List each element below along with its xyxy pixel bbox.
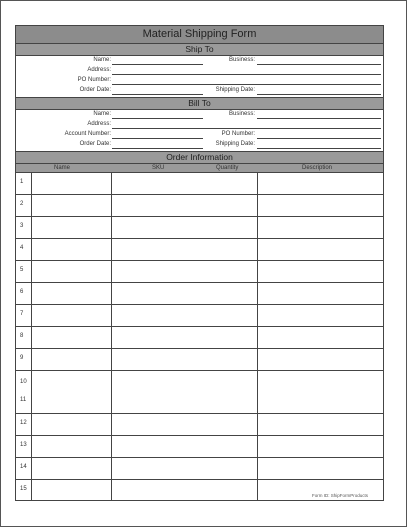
table-row bbox=[16, 239, 383, 261]
table-row bbox=[16, 349, 383, 371]
table-cell-divider bbox=[257, 349, 258, 370]
ship-to-row-name bbox=[16, 56, 383, 66]
form-title: Material Shipping Form bbox=[16, 26, 383, 44]
table-row bbox=[16, 371, 383, 414]
table-cell-divider bbox=[257, 195, 258, 216]
bill-to-row-name bbox=[16, 110, 383, 120]
shipping-form bbox=[15, 25, 384, 501]
ship-to-shipping-date-label: Shipping Date: bbox=[215, 87, 255, 93]
ship-to-section bbox=[16, 56, 383, 98]
ship-to-row-dates bbox=[16, 86, 383, 96]
ship-to-po-label: PO Number: bbox=[77, 77, 111, 83]
table-cell-divider bbox=[111, 414, 112, 435]
row-number: 14 bbox=[20, 464, 27, 470]
ship-to-row-address bbox=[16, 66, 383, 76]
row-number: 7 bbox=[20, 311, 24, 317]
order-table-body bbox=[16, 173, 383, 500]
ship-to-shipping-date-field[interactable] bbox=[257, 94, 381, 95]
table-row bbox=[16, 305, 383, 327]
table-row bbox=[16, 195, 383, 217]
ship-to-business-field[interactable] bbox=[257, 64, 381, 65]
ship-to-address-label: Address: bbox=[87, 67, 111, 73]
table-cell-divider bbox=[257, 283, 258, 304]
order-table-header bbox=[16, 164, 383, 173]
bill-to-order-date-field[interactable] bbox=[112, 148, 203, 149]
table-cell-divider bbox=[257, 305, 258, 326]
bill-to-business-field[interactable] bbox=[257, 118, 381, 119]
table-cell-divider bbox=[257, 239, 258, 260]
table-cell-divider bbox=[31, 283, 32, 304]
col-name-header: Name bbox=[54, 165, 71, 171]
bill-to-row-dates bbox=[16, 140, 383, 150]
table-cell-divider bbox=[31, 173, 32, 194]
table-cell-divider bbox=[111, 327, 112, 348]
bill-to-account-number-field[interactable] bbox=[112, 138, 203, 139]
row-number: 15 bbox=[20, 486, 27, 492]
table-cell-divider bbox=[31, 436, 32, 457]
table-cell-divider bbox=[31, 371, 32, 413]
row-number: 3 bbox=[20, 223, 24, 229]
table-cell-divider bbox=[111, 305, 112, 326]
table-cell-divider bbox=[111, 217, 112, 238]
table-cell-divider bbox=[257, 436, 258, 457]
ship-to-business-label: Business: bbox=[228, 57, 255, 63]
bill-to-shipping-date-label: Shipping Date: bbox=[215, 141, 255, 147]
col-description-header: Description bbox=[302, 165, 333, 171]
table-cell-divider bbox=[111, 436, 112, 457]
table-cell-divider bbox=[31, 349, 32, 370]
table-cell-divider bbox=[257, 327, 258, 348]
table-row bbox=[16, 414, 383, 436]
order-info-header: Order Information bbox=[16, 152, 383, 164]
table-cell-divider bbox=[111, 480, 112, 500]
table-cell-divider bbox=[111, 283, 112, 304]
table-cell-divider bbox=[31, 414, 32, 435]
bill-to-row-account bbox=[16, 130, 383, 140]
table-cell-divider bbox=[111, 195, 112, 216]
table-cell-divider bbox=[257, 217, 258, 238]
row-number: 12 bbox=[20, 420, 27, 426]
bill-to-name-label: Name: bbox=[93, 111, 111, 117]
row-number: 13 bbox=[20, 442, 27, 448]
table-cell-divider bbox=[257, 173, 258, 194]
ship-to-order-date-field[interactable] bbox=[112, 94, 203, 95]
table-cell-divider bbox=[31, 239, 32, 260]
table-cell-divider bbox=[31, 195, 32, 216]
row-number: 4 bbox=[20, 245, 24, 251]
table-row bbox=[16, 458, 383, 480]
table-cell-divider bbox=[31, 327, 32, 348]
ship-to-order-date-label: Order Date: bbox=[79, 87, 111, 93]
row-number: 8 bbox=[20, 333, 24, 339]
bill-to-po-field[interactable] bbox=[257, 138, 381, 139]
table-cell-divider bbox=[31, 217, 32, 238]
bill-to-business-label: Business: bbox=[228, 111, 255, 117]
table-cell-divider bbox=[257, 480, 258, 500]
table-row bbox=[16, 436, 383, 458]
ship-to-row-po bbox=[16, 76, 383, 86]
table-cell-divider bbox=[257, 261, 258, 282]
row-number: 9 bbox=[20, 355, 24, 361]
form-id-footer: Form ID: ShipFormProducts bbox=[311, 493, 368, 498]
ship-to-po-field[interactable] bbox=[112, 84, 381, 85]
table-cell-divider bbox=[257, 371, 258, 413]
row-number: 11 bbox=[20, 397, 27, 403]
table-cell-divider bbox=[111, 349, 112, 370]
table-cell-divider bbox=[31, 305, 32, 326]
table-row bbox=[16, 327, 383, 349]
col-sku-header: SKU bbox=[152, 165, 165, 171]
row-number: 2 bbox=[20, 201, 24, 207]
ship-to-name-field[interactable] bbox=[112, 64, 203, 65]
bill-to-address-field[interactable] bbox=[112, 128, 381, 129]
table-row bbox=[16, 173, 383, 195]
bill-to-row-address bbox=[16, 120, 383, 130]
bill-to-order-date-label: Order Date: bbox=[79, 141, 111, 147]
table-row bbox=[16, 283, 383, 305]
table-cell-divider bbox=[31, 480, 32, 500]
bill-to-shipping-date-field[interactable] bbox=[257, 148, 381, 149]
table-cell-divider bbox=[257, 414, 258, 435]
ship-to-header: Ship To bbox=[16, 44, 383, 56]
table-cell-divider bbox=[111, 371, 112, 413]
table-cell-divider bbox=[111, 458, 112, 479]
row-number: 10 bbox=[20, 379, 27, 385]
row-number: 6 bbox=[20, 289, 24, 295]
table-cell-divider bbox=[111, 261, 112, 282]
ship-to-name-label: Name: bbox=[93, 57, 111, 63]
row-number: 5 bbox=[20, 267, 24, 273]
col-quantity-header: Quantity bbox=[216, 165, 239, 171]
bill-to-header: Bill To bbox=[16, 98, 383, 110]
table-row bbox=[16, 217, 383, 239]
bill-to-name-field[interactable] bbox=[112, 118, 203, 119]
row-number: 1 bbox=[20, 179, 24, 185]
table-row bbox=[16, 261, 383, 283]
table-cell-divider bbox=[111, 239, 112, 260]
bill-to-po-label: PO Number: bbox=[221, 131, 255, 137]
ship-to-address-field[interactable] bbox=[112, 74, 381, 75]
table-cell-divider bbox=[257, 458, 258, 479]
bill-to-address-label: Address: bbox=[87, 121, 111, 127]
table-cell-divider bbox=[31, 261, 32, 282]
table-cell-divider bbox=[111, 173, 112, 194]
table-cell-divider bbox=[31, 458, 32, 479]
bill-to-section bbox=[16, 110, 383, 152]
bill-to-account-number-label: Account Number: bbox=[64, 131, 111, 137]
